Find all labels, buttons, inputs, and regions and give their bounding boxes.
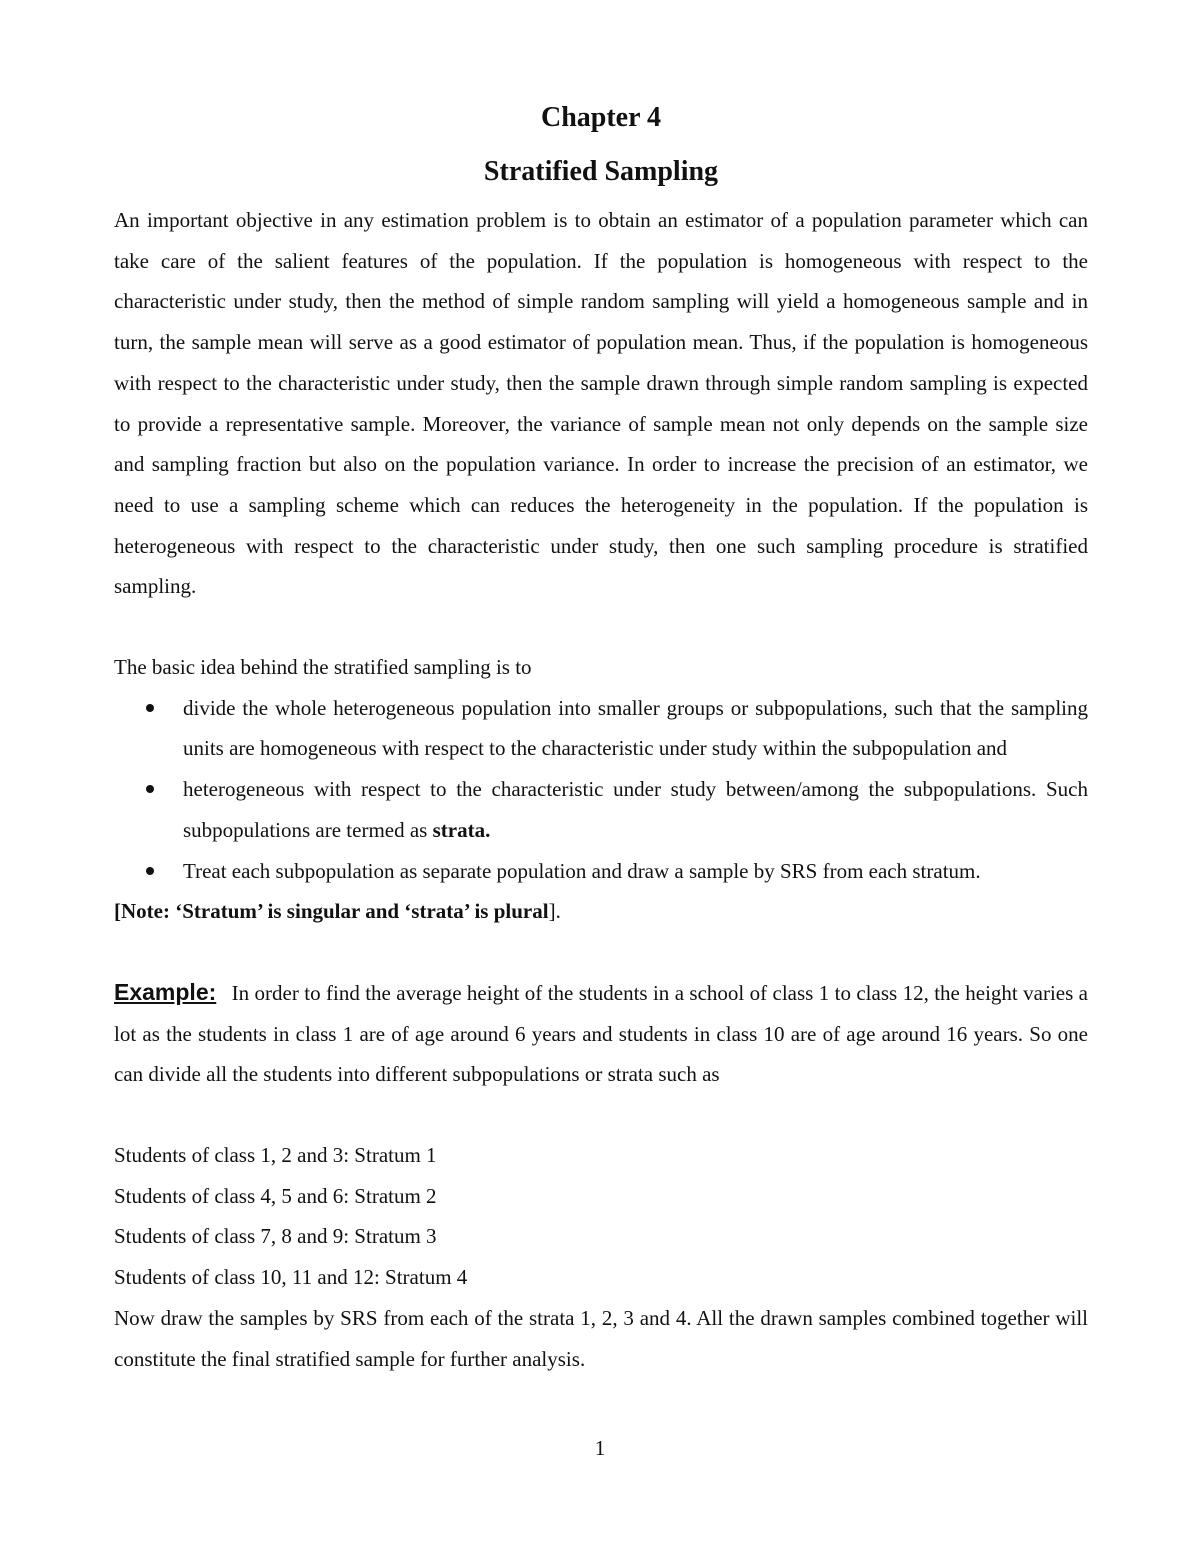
note-text: [Note: ‘Stratum’ is singular and ‘strata’ is plural xyxy=(114,899,549,924)
example-text: In order to find the average height of the students in a school of class 1 to class 12, the height varies a lot as the students in class 1 are of age around 6 years and students in class 10 are of age around 16 years. So one can divide all the students into different subpopulations or strata such as xyxy=(114,980,1089,1087)
note-closing: ]. xyxy=(548,899,561,924)
stratum-line: Students of class 4, 5 and 6: Stratum 2 xyxy=(114,1183,437,1208)
stratum-line: Students of class 10, 11 and 12: Stratum 4 xyxy=(114,1265,468,1290)
paragraph-gap xyxy=(114,1095,1088,1135)
strata-term: strata. xyxy=(432,817,491,842)
page-number: 1 xyxy=(594,1436,606,1460)
example-heading: Example: xyxy=(114,978,217,1005)
intro-paragraph: An important objective in any estimation problem is to obtain an estimator of a population parameter which can take care of the salient features of the population. If the population is homogeneous with respect to the characteristic under study, then the method of simple random sampling will yield a homogeneous sample and in turn, the sample mean will serve as a good estimator of population mean. Thus, if the population is homogeneous with respect to the characteristic under study, then the sample drawn through simple random sampling is expected to provide a representative sample. Moreover, the variance of sample mean not only depends on the sample size and sampling fraction but also on the population variance. In order to increase the precision of an estimator, we need to use a sampling scheme which can reduces the heterogeneity in the population. If the population is heterogeneous with respect to the characteristic under study, then one such sampling procedure is stratified sampling. xyxy=(114,208,1088,599)
conclusion-paragraph: Now draw the samples by SRS from each of the strata 1, 2, 3 and 4. All the drawn samples combined together will constitute the final stratified sample for further analysis. xyxy=(114,1305,1088,1371)
basic-idea-lead: The basic idea behind the stratified sampling is to xyxy=(114,655,532,680)
terminology-note xyxy=(114,891,1088,932)
list-item xyxy=(114,769,1088,850)
paragraph-gap xyxy=(114,607,1088,647)
bullet-icon xyxy=(146,785,154,793)
document-page xyxy=(114,98,1088,1379)
list-item-text: heterogeneous with respect to the characteristic under study between/among the subpopulations. Such subpopulations are termed as xyxy=(183,777,1088,842)
list-item xyxy=(114,688,1088,769)
stratum-line: Students of class 7, 8 and 9: Stratum 3 xyxy=(114,1224,437,1249)
section-title: Stratified Sampling xyxy=(483,156,719,187)
bullet-icon xyxy=(146,867,154,875)
list-item xyxy=(114,851,1088,892)
list-item-text: divide the whole heterogeneous population into smaller groups or subpopulations, such that the sampling units are homogeneous with respect to the characteristic under study within the subpopulation and xyxy=(183,695,1088,761)
stratum-line: Students of class 1, 2 and 3: Stratum 1 xyxy=(114,1143,437,1168)
example-paragraph xyxy=(114,972,1088,1095)
chapter-heading: Chapter 4 xyxy=(540,102,662,133)
bullet-icon xyxy=(146,704,154,712)
basic-idea-list xyxy=(114,688,1088,892)
list-item-text: Treat each subpopulation as separate population and draw a sample by SRS from each stratum. xyxy=(183,858,981,883)
paragraph-gap xyxy=(114,932,1088,972)
